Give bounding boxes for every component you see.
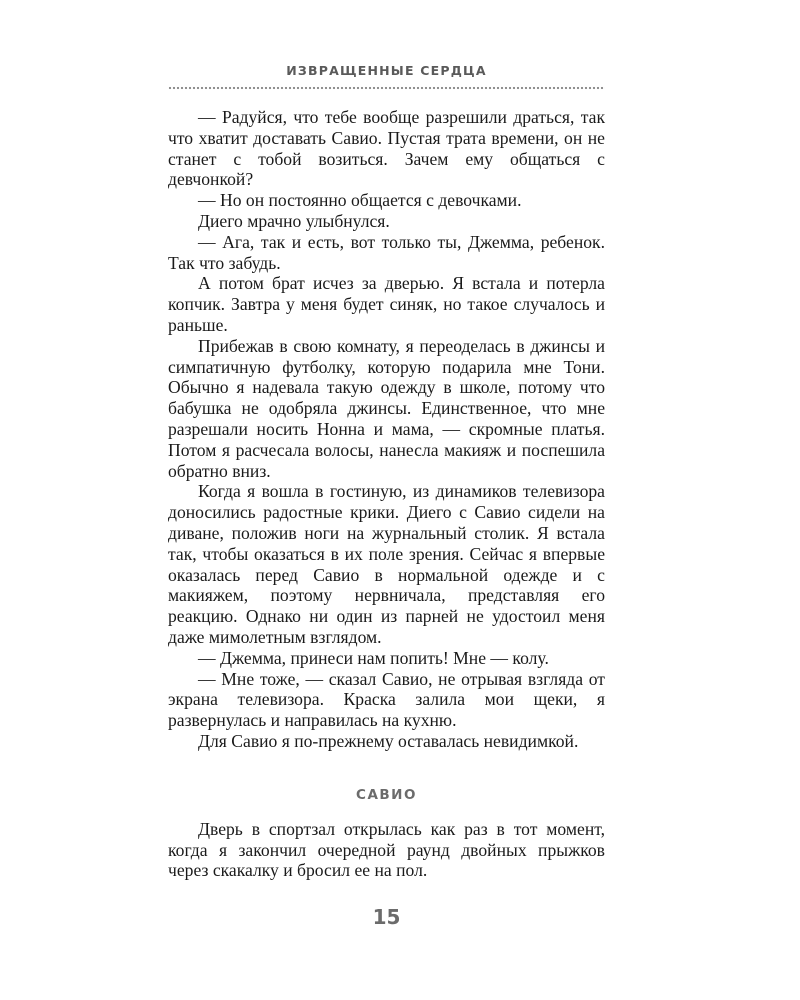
paragraph: Прибежав в свою комнату, я переоделась в джинсы и симпатичную футболку, которую подарила мне Тони. Обычно я надевала такую одежду в школе, потому что бабушка не одобряла джинсы. Единственное, что мне разрешали носить Нонна и мама, — скромные платья. Потом я расчесала волосы, нанесла макияж и поспешила обратно вниз. [168,335,605,481]
paragraph: Для Савио я по-прежнему оставалась невидимкой. [198,730,579,751]
paragraph: — Ага, так и есть, вот только ты, Джемма, ребенок. Так что забудь. [168,231,605,273]
paragraph: — Но он постоянно общается с девочками. [198,190,522,211]
body-text [168,107,605,881]
paragraph: Когда я вошла в гостиную, из динамиков телевизора доносились радостные крики. Диего с Савио сидели на диване, положив ноги на журнальный столик. Я встала так, чтобы оказаться в их поле зрения. Сейчас я впервые оказалась перед Савио в нормальной одежде и с макияжем, поэтому нервничала, представляя его реакцию. Однако ни один из парней не удостоил меня даже мимолетным взглядом. [168,481,605,647]
paragraph: А потом брат исчез за дверью. Я встала и потерла копчик. Завтра у меня будет синяк, но такое случалось и раньше. [168,273,605,335]
dotted-rule [168,86,605,90]
running-head: ИЗВРАЩЕННЫЕ СЕРДЦА [286,63,487,78]
paragraph: — Радуйся, что тебе вообще разрешили драться, так что хватит доставать Савио. Пустая трата времени, он не станет с тобой возиться. Зачем ему общаться с девчонкой? [168,107,605,190]
paragraph: Дверь в спортзал открылась как раз в тот момент, когда я закончил очередной раунд двойных прыжков через скакалку и бросил ее на пол. [168,818,605,881]
paragraph: — Мне тоже, — сказал Савио, не отрывая взгляда от экрана телевизора. Краска залила мои щеки, я развернулась и направилась на кухню. [168,668,605,731]
paragraph: Диего мрачно улыбнулся. [198,210,390,231]
section-heading: САВИО [356,786,417,803]
paragraph: — Джемма, принеси нам попить! Мне — колу. [198,647,549,668]
page-number: 15 [372,905,401,929]
